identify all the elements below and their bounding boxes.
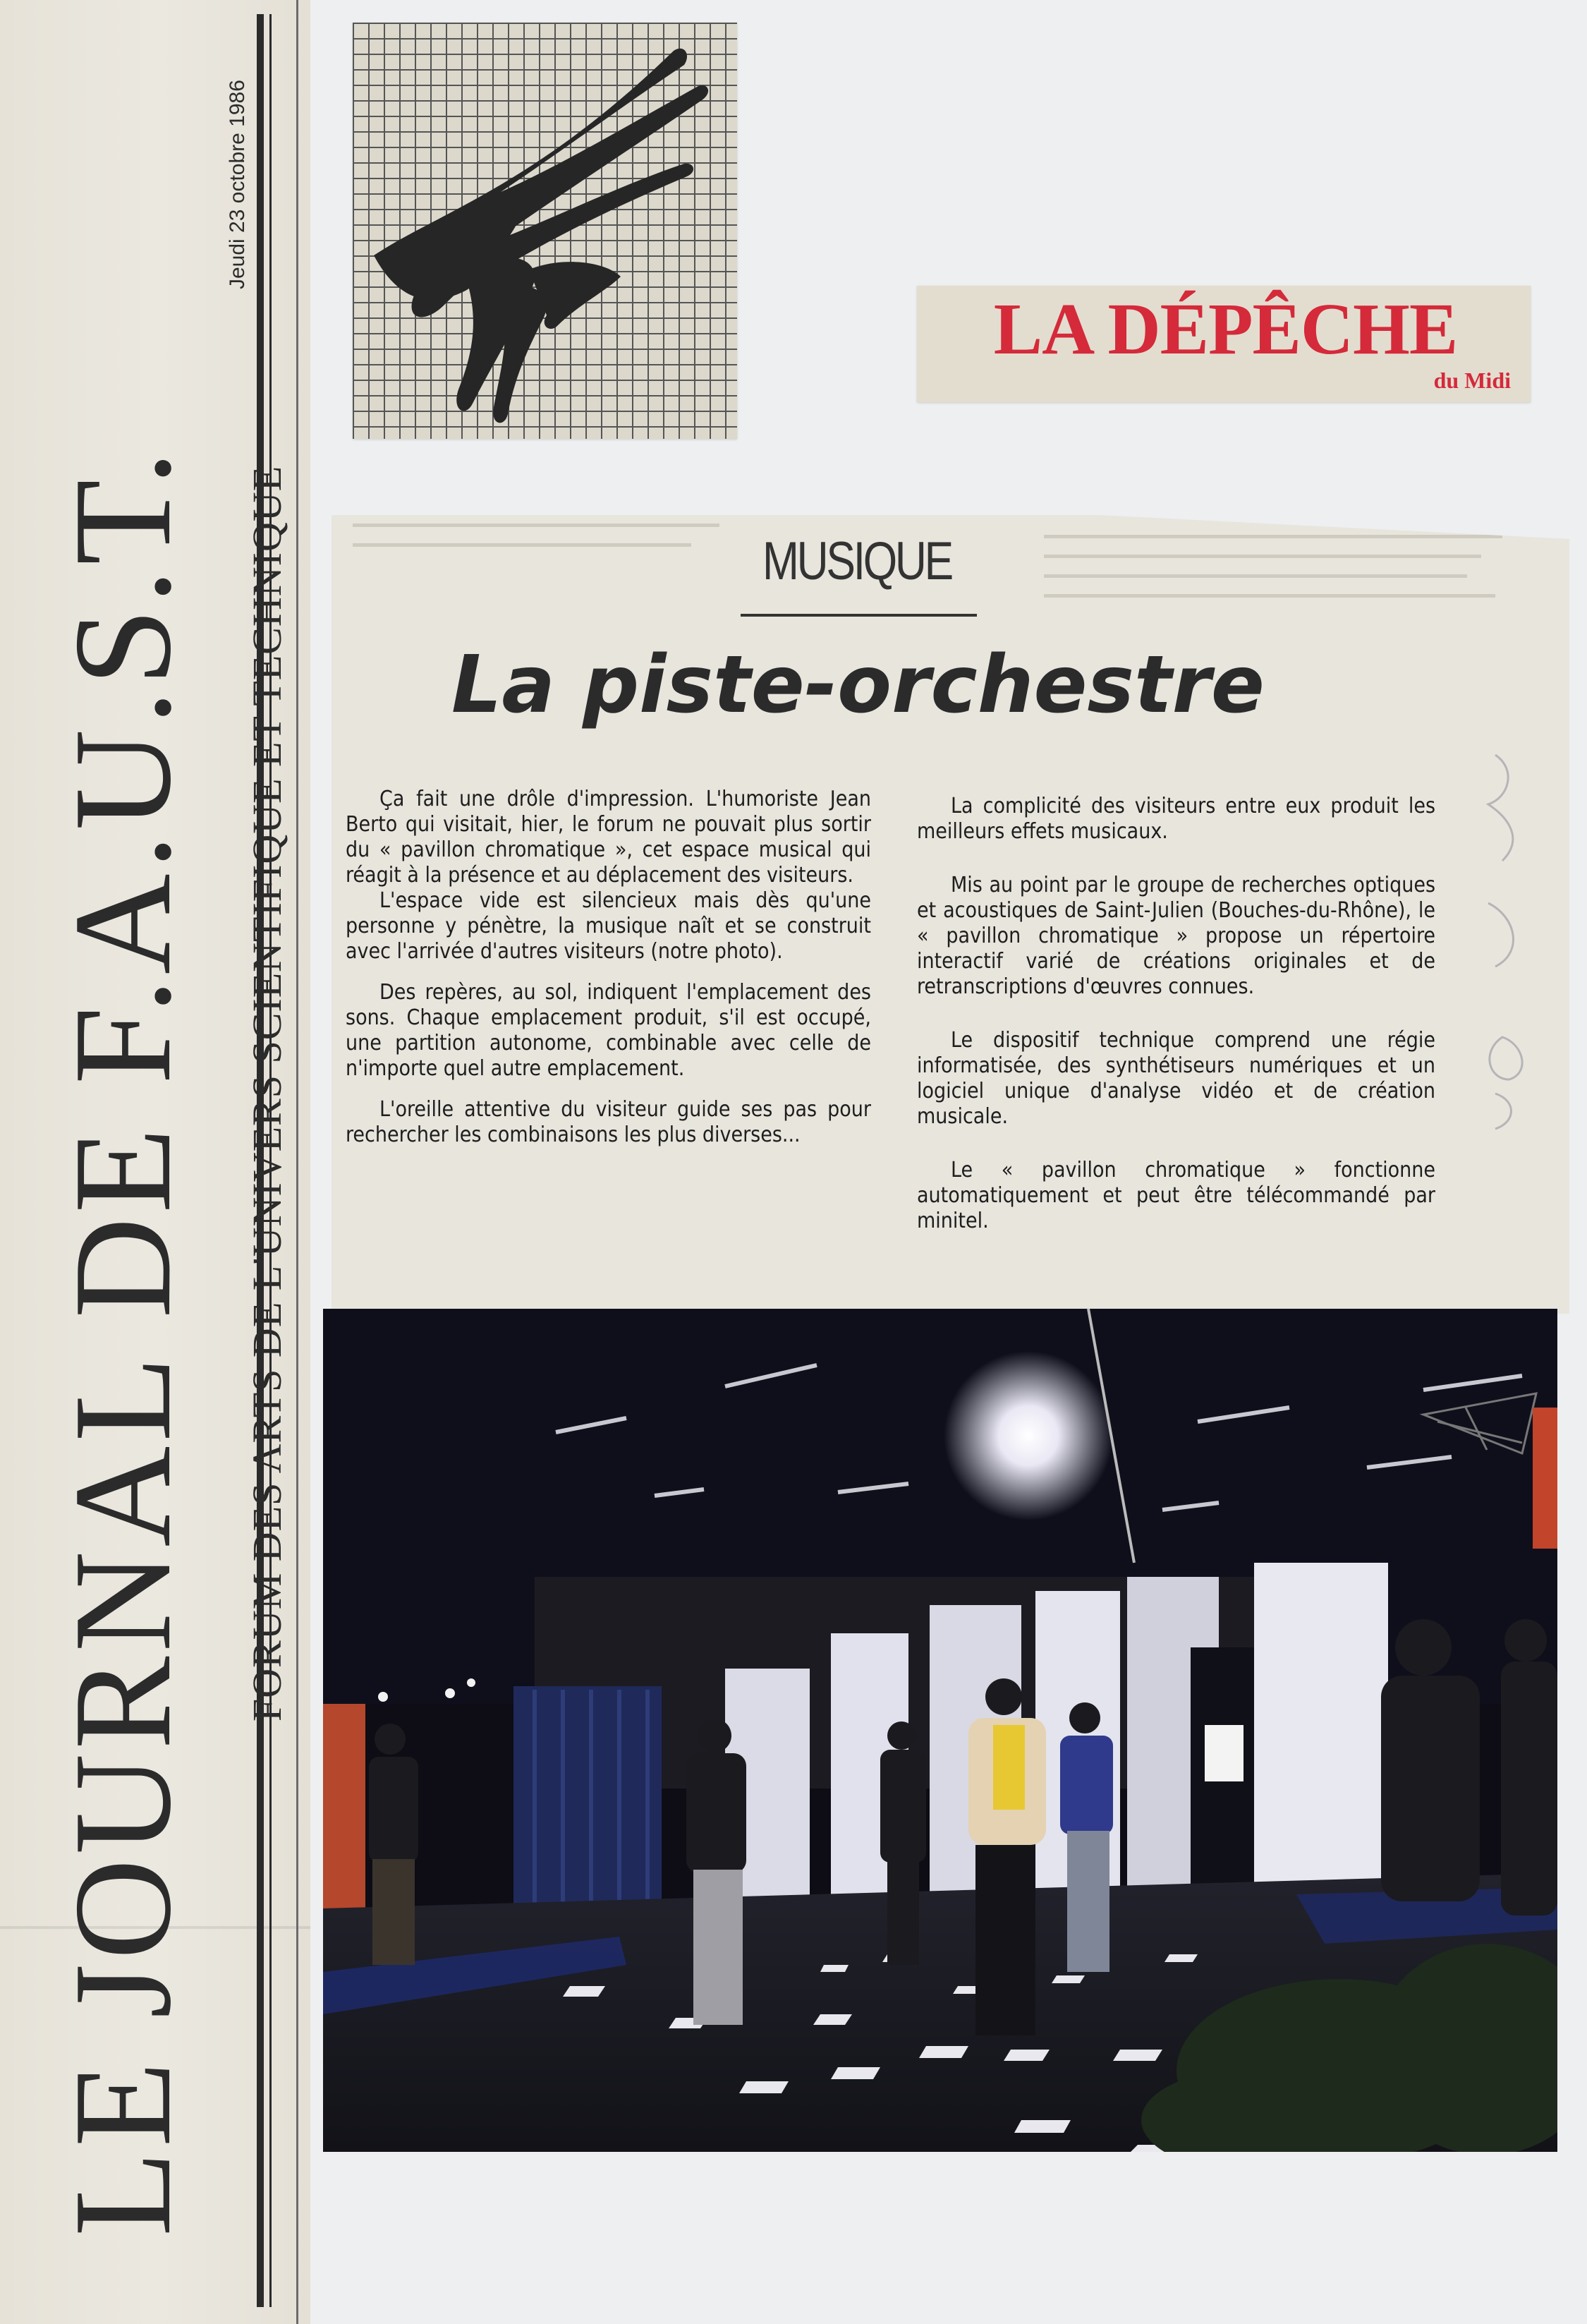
- article-headline: La piste-orchestre: [451, 639, 1265, 731]
- pencil-annotation-icon: [1467, 741, 1552, 1136]
- article-paragraph: Ça fait une drôle d'impression. L'humoriste Jean Berto qui visitait, hier, le forum ne pouvait plus sortir du « pavillon chromatique », cet espace musical qui réagit à la présence et au déplacement des visiteurs.: [346, 787, 871, 888]
- article-paragraph: L'espace vide est silencieux mais dès qu'une personne y pénètre, la musique naît et se construit avec l'arrivée d'autres visiteurs (notre photo).: [346, 888, 871, 964]
- logo-clipping: [353, 23, 737, 439]
- newspaper-nameplate: [917, 286, 1531, 402]
- exhibition-photo: [323, 1309, 1557, 2152]
- article-paragraph: Mis au point par le groupe de recherches optiques et acoustiques de Saint-Julien (Bouches-du-Rhône), le « pavillon chromatique » propose un répertoire interactif varié de créations originales et de retranscriptions d'œuvres connues.: [917, 873, 1435, 999]
- show-through-line: [1044, 594, 1495, 598]
- rubric-underline: [741, 614, 977, 617]
- article-paragraph: Le « pavillon chromatique » fonctionne automatiquement et peut être télécommandé par minitel.: [917, 1158, 1435, 1233]
- masthead-title: LE JOURNAL DE F.A.U.S.T.: [45, 446, 200, 2237]
- show-through-line: [1044, 555, 1481, 558]
- masthead-date: Jeudi 23 octobre 1986: [226, 80, 249, 289]
- newspaper-suffix: du Midi: [1433, 368, 1511, 393]
- article-paragraph: Des repères, au sol, indiquent l'emplacement des sons. Chaque emplacement produit, s'il est occupé, une partition autonome, combinable avec celle de n'importe quel autre emplacement.: [346, 980, 871, 1081]
- article-column-right: [917, 794, 1435, 1249]
- brush-stroke-logo-icon: [353, 23, 737, 439]
- masthead-subtitle: FORUM DES ARTS DE L'UNIVERS SCIENTIFIQUE ET TECHNIQUE: [244, 465, 290, 1721]
- article-column-left: [346, 787, 871, 1163]
- show-through-line: [353, 543, 691, 547]
- article-rubric: MUSIQUE: [762, 531, 951, 591]
- masthead-rule-thin: [296, 0, 298, 2324]
- article-paragraph: La complicité des visiteurs entre eux produit les meilleurs effets musicaux.: [917, 794, 1435, 844]
- show-through-line: [1044, 535, 1502, 538]
- newspaper-name: LA DÉPÊCHE: [993, 289, 1458, 370]
- show-through-line: [353, 523, 719, 527]
- article-paragraph: L'oreille attentive du visiteur guide ses pas pour rechercher les combinaisons les plus diverses...: [346, 1097, 871, 1147]
- exhibition-hall-photo-icon: [323, 1309, 1557, 2152]
- show-through-line: [1044, 574, 1467, 578]
- article-paragraph: Le dispositif technique comprend une régie informatisée, des synthétiseurs numériques et un logiciel unique d'analyse vidéo et de création musicale.: [917, 1028, 1435, 1129]
